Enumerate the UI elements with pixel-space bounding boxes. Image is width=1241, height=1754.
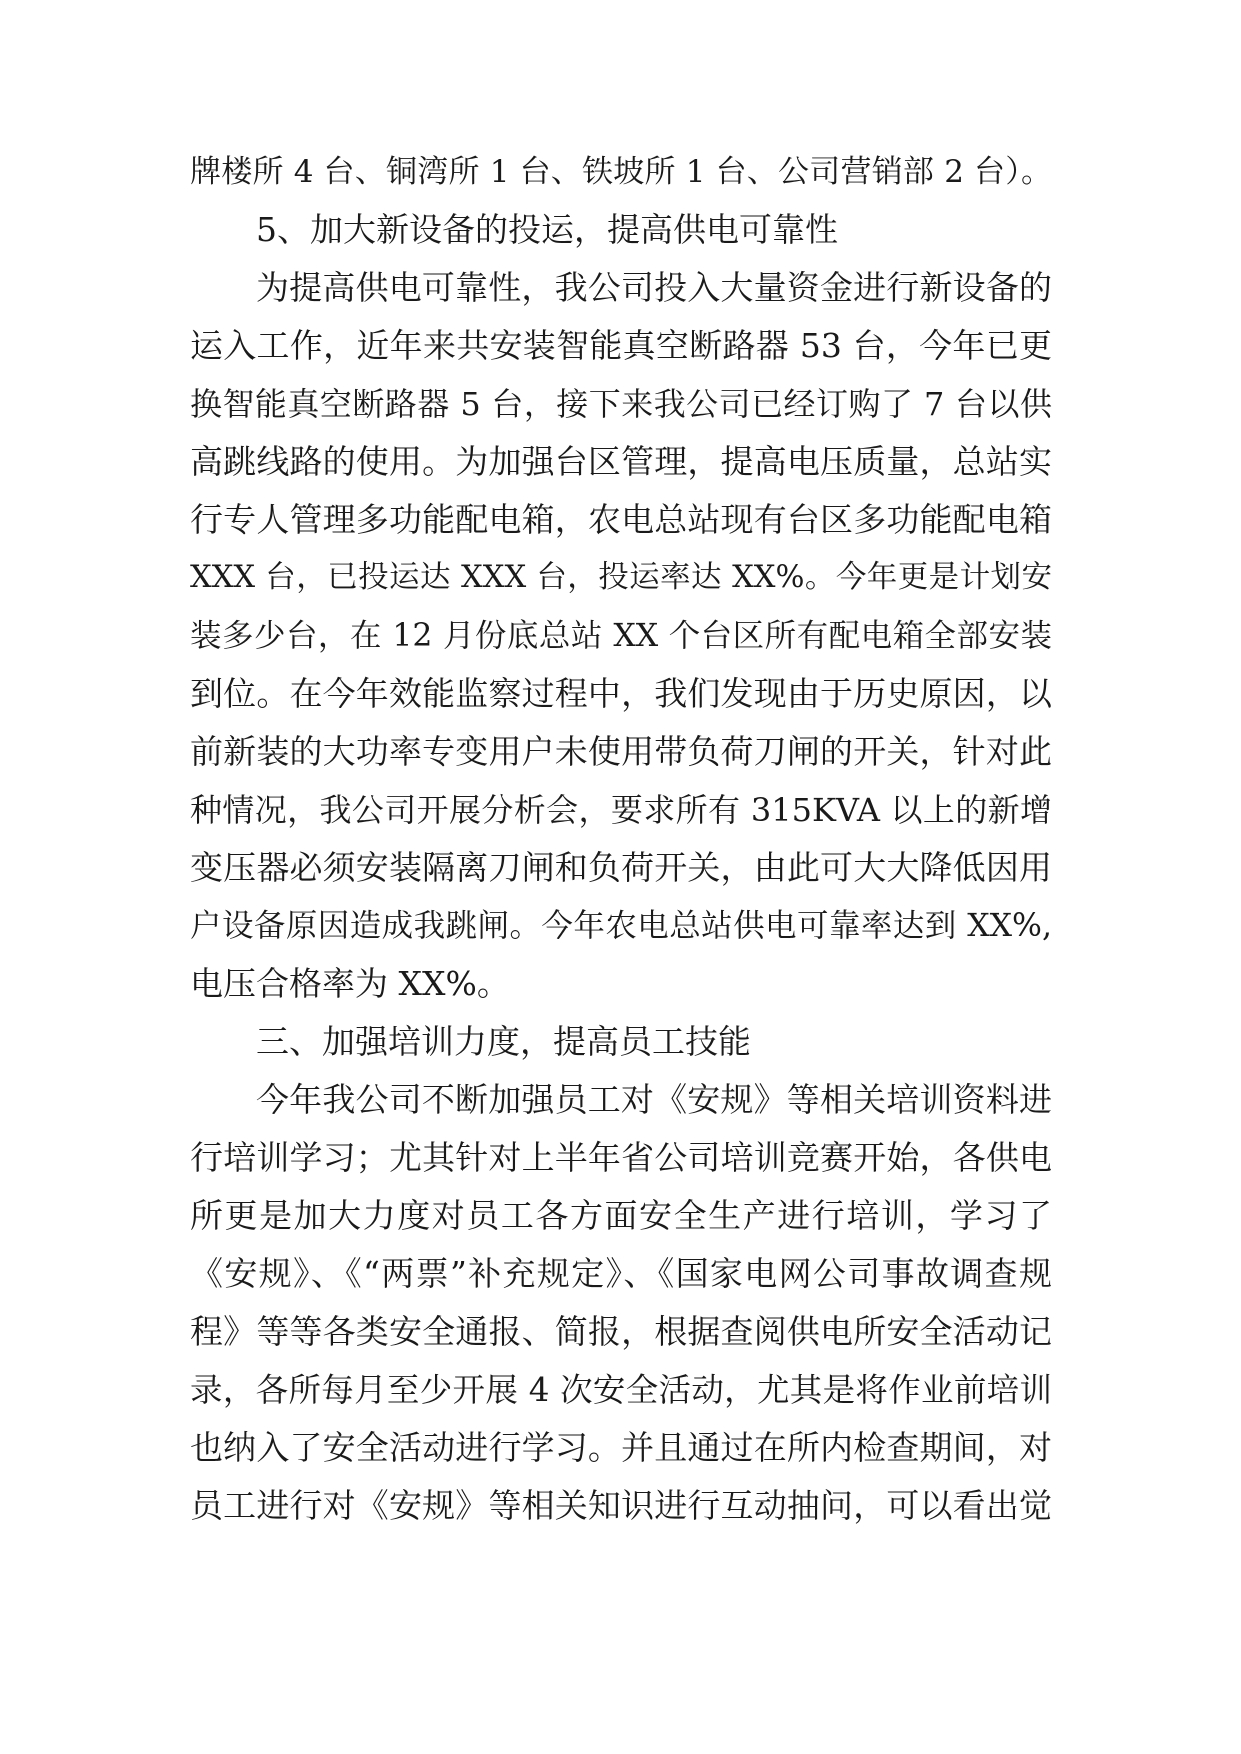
text-line-3: 为提高供电可靠性，我公司投入大量资金进行新设备的 (256, 268, 1052, 307)
text-line-7: 行专人管理多功能配电箱，农电总站现有台区多功能配电箱 (190, 500, 1052, 539)
text-line-13: 变压器必须安装隔离刀闸和负荷开关，由此可大大降低因用 (190, 848, 1052, 887)
text-line-18: 行培训学习；尤其针对上半年省公司培训竞赛开始，各供电 (190, 1138, 1052, 1177)
text-line-23: 也纳入了安全活动进行学习。并且通过在所内检查期间，对 (190, 1428, 1052, 1467)
text-line-24: 员工进行对《安规》等相关知识进行互动抽问，可以看出觉 (190, 1486, 1052, 1525)
text-line-6: 高跳线路的使用。为加强台区管理，提高电压质量，总站实 (190, 442, 1052, 481)
text-line-14: 户设备原因造成我跳闸。今年农电总站供电可靠率达到 XX%, (190, 908, 1052, 944)
text-line-1: 牌楼所 4 台、铜湾所 1 台、铁坡所 1 台、公司营销部 2 台）。 (190, 154, 1052, 190)
text-line-21: 程》等等各类安全通报、简报，根据查阅供电所安全活动记 (190, 1312, 1052, 1351)
text-line-10: 到位。在今年效能监察过程中，我们发现由于历史原因，以 (190, 674, 1052, 713)
text-line-15: 电压合格率为 XX%。 (190, 964, 510, 1003)
text-line-17: 今年我公司不断加强员工对《安规》等相关培训资料进 (256, 1080, 1052, 1119)
text-line-9: 装多少台，在 12 月份底总站 XX 个台区所有配电箱全部安装 (190, 618, 1052, 654)
text-line-22: 录，各所每月至少开展 4 次安全活动，尤其是将作业前培训 (190, 1371, 1052, 1409)
text-line-8: XXX 台，已投运达 XXX 台，投运率达 XX%。今年更是计划安 (190, 560, 1052, 595)
text-line-19: 所更是加大力度对员工各方面安全生产进行培训，学习了 (190, 1196, 1052, 1235)
section-heading-3: 三、加强培训力度，提高员工技能 (256, 1022, 751, 1061)
text-line-11: 前新装的大功率专变用户未使用带负荷刀闸的开关，针对此 (190, 732, 1052, 771)
text-line-4: 运入工作，近年来共安装智能真空断路器 53 台，今年已更 (190, 326, 1052, 365)
text-line-5: 换智能真空断路器 5 台，接下来我公司已经订购了 7 台以供 (190, 385, 1052, 423)
text-line-20: 《安规》、《“两票”补充规定》、《国家电网公司事故调查规 (190, 1254, 1052, 1293)
section-heading-5: 5、加大新设备的投运，提高供电可靠性 (256, 210, 838, 249)
text-line-12: 种情况，我公司开展分析会，要求所有 315KVA 以上的新增 (190, 791, 1052, 829)
